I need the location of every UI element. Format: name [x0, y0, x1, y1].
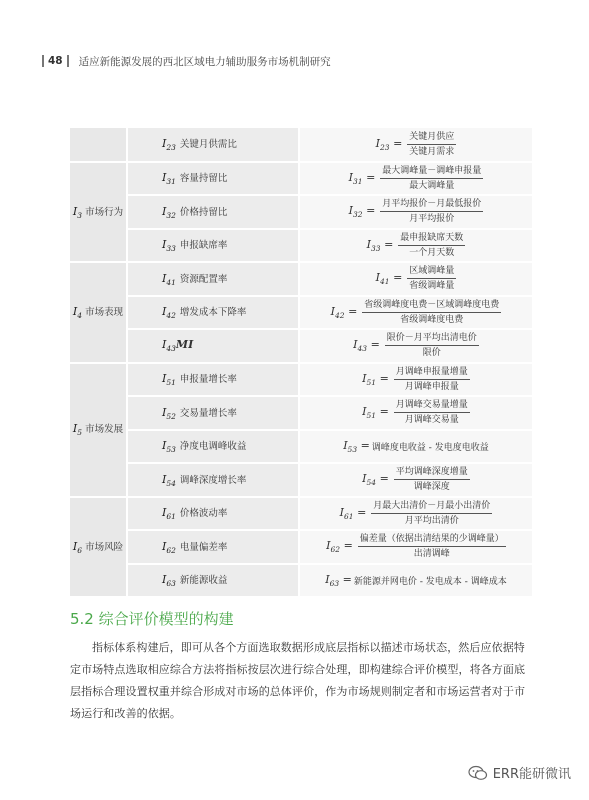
formula: [300, 165, 532, 192]
symbol-subscript: 61: [344, 511, 354, 521]
symbol-letter: I: [162, 338, 167, 352]
running-title: 适应新能源发展的西北区域电力辅助服务市场机制研究: [78, 55, 331, 68]
formula: [300, 366, 532, 393]
formula-cell: [299, 463, 532, 497]
symbol-letter: I: [72, 204, 78, 218]
table-row: [70, 262, 532, 296]
table-row: [70, 530, 532, 564]
indicator-cell: [127, 296, 299, 330]
formula: [300, 232, 532, 259]
category-label: 市场行为: [85, 206, 124, 218]
indicator-symbol: [162, 338, 176, 354]
formula-lhs: $I_{33}$ =: [366, 237, 394, 253]
fraction-denominator: 出清调峰: [413, 549, 450, 560]
formula-cell: [299, 363, 532, 397]
fraction-numerator: 关键月供应: [407, 131, 456, 145]
fraction-denominator: 最大调峰量: [409, 180, 455, 191]
indicator-cell: [127, 396, 299, 430]
symbol-subscript: 62: [330, 545, 341, 555]
fraction-denominator: 省级调峰量: [409, 281, 455, 292]
table-row: [70, 195, 532, 229]
symbol-letter: I: [162, 271, 167, 285]
symbol-letter: I: [339, 505, 345, 519]
indicator-label: 净度电调峰收益: [179, 441, 247, 453]
symbol-letter: I: [362, 472, 367, 486]
symbol-subscript: 52: [166, 411, 176, 421]
formula: [300, 533, 532, 560]
category-label: 市场发展: [85, 424, 124, 436]
indicator-symbol: [162, 573, 176, 589]
fraction: [371, 500, 492, 527]
symbol-letter: I: [162, 137, 167, 151]
indicator-label: 申报缺席率: [179, 240, 228, 252]
table-row: [70, 463, 532, 497]
symbol-subscript: 31: [166, 177, 176, 187]
formula-cell: [299, 195, 532, 229]
indicator-symbol: [162, 540, 176, 553]
formula: [300, 299, 532, 326]
symbol-letter: I: [348, 170, 354, 184]
fraction: [362, 299, 501, 326]
formula-cell: [299, 430, 532, 464]
symbol-subscript: 42: [335, 310, 345, 320]
indicator-cell: [127, 463, 299, 497]
table-row: [70, 128, 532, 162]
table-row: [70, 229, 532, 263]
table-row: [70, 430, 532, 464]
indicator-label: 价格波动率: [179, 508, 228, 520]
table-row: [70, 296, 532, 330]
indicator-label: MI: [175, 338, 194, 352]
formula: [300, 439, 532, 454]
fraction: [407, 131, 456, 158]
symbol-letter: I: [353, 338, 358, 352]
formula-lhs: $I_{62}$ =: [326, 539, 353, 555]
indicator-symbol: [162, 171, 176, 187]
indicator-symbol: [162, 272, 176, 285]
fraction-numerator: 平均调峰深度增量: [394, 466, 470, 480]
fraction-numerator: 月调峰申报量增量: [394, 366, 470, 380]
indicator-label: 交易量增长率: [179, 407, 237, 419]
symbol-subscript: 33: [371, 243, 381, 253]
formula-expression: 调峰度电收益 - 发电度电收益: [371, 442, 489, 453]
fraction: [358, 533, 506, 560]
fraction-numerator: 最大调峰量－调峰申报量: [380, 165, 483, 179]
symbol-subscript: 62: [166, 545, 176, 555]
indicator-label: 申报量增长率: [179, 374, 237, 386]
indicator-cell: [127, 329, 299, 363]
symbol-subscript: 51: [366, 377, 377, 387]
symbol-letter: I: [362, 371, 367, 385]
symbol-letter: I: [375, 271, 381, 285]
formula-cell: [299, 162, 532, 196]
formula: [300, 265, 532, 292]
formula: [300, 466, 532, 493]
symbol-subscript: 41: [166, 277, 176, 287]
indicator-symbol: [162, 406, 176, 419]
symbol-subscript: 33: [166, 244, 176, 254]
symbol-letter: I: [362, 405, 367, 419]
symbol-subscript: 32: [166, 210, 176, 220]
symbol-subscript: 4: [77, 311, 83, 321]
symbol-letter: I: [366, 237, 372, 251]
table-row: [70, 329, 532, 363]
category-cell: [70, 497, 127, 598]
symbol-letter: I: [162, 506, 167, 520]
symbol-letter: I: [343, 438, 348, 452]
page-header: [38, 52, 569, 70]
fraction-denominator: 月调峰交易量: [404, 415, 459, 426]
fraction-numerator: 最申报缺席天数: [398, 232, 465, 246]
category-cell: [70, 162, 127, 263]
formula-cell: [299, 329, 532, 363]
symbol-letter: I: [162, 204, 167, 218]
symbol-subscript: 42: [166, 311, 176, 321]
category-cell-empty: [70, 128, 127, 162]
formula-lhs: $I_{53}$ =: [343, 438, 370, 454]
section-heading: 5.2 综合评价模型的构建: [70, 610, 234, 628]
indicator-cell: [127, 262, 299, 296]
symbol-subscript: 51: [166, 378, 176, 388]
indicator-label: 电量偏差率: [179, 541, 228, 553]
formula: [300, 573, 532, 588]
table-row: [70, 162, 532, 196]
indicator-label: 资源配置率: [179, 273, 228, 285]
indicator-cell: [127, 564, 299, 598]
category-label: 市场表现: [85, 307, 124, 319]
indicator-cell: [127, 162, 299, 196]
formula-lhs: $I_{51}$ =: [362, 371, 389, 387]
category-symbol: [72, 422, 83, 438]
fraction: [380, 165, 483, 192]
category-label: 市场风险: [85, 541, 124, 553]
indicator-symbol: [162, 473, 176, 486]
indicator-cell: [127, 530, 299, 564]
symbol-letter: I: [162, 171, 167, 185]
symbol-letter: I: [330, 304, 336, 318]
formula: [300, 500, 532, 527]
fraction-denominator: 月平均出清价: [404, 515, 459, 526]
formula-lhs: $I_{51}$ =: [362, 405, 389, 421]
fraction-numerator: 偏差量（依据出清结果的少调峰量）: [358, 533, 506, 547]
indicator-symbol: [162, 372, 176, 388]
symbol-letter: I: [72, 422, 78, 436]
formula-cell: [299, 396, 532, 430]
table-row: [70, 497, 532, 531]
formula-cell: [299, 262, 532, 296]
formula-cell: [299, 296, 532, 330]
fraction-denominator: 关键月需求: [409, 146, 455, 157]
watermark-text: ERR能研微讯: [492, 767, 571, 782]
symbol-letter: I: [162, 372, 167, 386]
formula-lhs: $I_{42}$ =: [330, 304, 358, 320]
indicator-symbol: [162, 137, 176, 153]
fraction-denominator: 省级调峰度电费: [400, 314, 464, 325]
indicator-table: [70, 128, 532, 598]
symbol-subscript: 63: [166, 579, 176, 589]
symbol-subscript: 43: [357, 344, 368, 354]
body-paragraph: 指标体系构建后，即可从各个方面选取数据形成底层指标以描述市场状态，然后应依据特定市场特点选取相应综合方法将指标按层次进行综合处理，即构建综合评价模型，将各方面底层指标合理设置权重并综合形成对市场的总体评价，作为市场规则制定者和市场运营者对于市场运行和改善的依据。: [70, 641, 526, 720]
symbol-letter: I: [162, 439, 167, 453]
table-row: [70, 396, 532, 430]
indicator-label: 价格持留比: [179, 206, 228, 218]
formula-cell: [299, 229, 532, 263]
fraction-denominator: 调峰深度: [413, 482, 450, 493]
symbol-letter: I: [162, 539, 167, 553]
fraction-numerator: 月调峰交易量增量: [394, 399, 470, 413]
symbol-subscript: 32: [353, 210, 363, 220]
indicator-cell: [127, 229, 299, 263]
symbol-letter: I: [326, 539, 331, 553]
formula-cell: [299, 530, 532, 564]
category-symbol: [73, 540, 82, 553]
symbol-subscript: 43: [166, 344, 176, 354]
fraction-numerator: 月平均报价－月最低报价: [380, 198, 483, 212]
indicator-label: 调峰深度增长率: [179, 474, 247, 486]
symbol-subscript: 61: [166, 512, 176, 522]
symbol-subscript: 41: [380, 277, 390, 287]
category-symbol: [72, 305, 83, 321]
fraction-denominator: 限价: [422, 348, 441, 359]
symbol-subscript: 6: [77, 545, 83, 555]
indicator-label: 容量持留比: [179, 173, 228, 185]
fraction: [394, 366, 470, 393]
table-row: [70, 564, 532, 598]
fraction-numerator: 月最大出清价－月最小出清价: [371, 500, 492, 514]
symbol-subscript: 54: [366, 478, 377, 488]
symbol-subscript: 23: [166, 143, 176, 153]
symbol-letter: I: [72, 539, 78, 553]
symbol-subscript: 54: [166, 478, 176, 488]
table-row: [70, 363, 532, 397]
indicator-label: 新能源收益: [179, 575, 228, 587]
symbol-letter: I: [162, 472, 167, 486]
indicator-label: 增发成本下降率: [179, 307, 247, 319]
fraction: [385, 332, 479, 359]
indicator-symbol: [162, 506, 176, 522]
symbol-letter: I: [162, 238, 167, 252]
fraction-denominator: 月平均报价: [409, 214, 455, 225]
formula-cell: [299, 564, 532, 598]
symbol-letter: I: [348, 204, 354, 218]
fraction-numerator: 限价－月平均出清电价: [385, 332, 479, 346]
category-cell: [70, 262, 127, 363]
symbol-subscript: 3: [77, 210, 83, 220]
formula-lhs: $I_{63}$ =: [325, 572, 352, 588]
symbol-subscript: 23: [380, 142, 390, 152]
category-cell: [70, 363, 127, 497]
formula-lhs: $I_{41}$ =: [375, 271, 403, 287]
formula-lhs: $I_{32}$ =: [348, 204, 376, 220]
fraction-numerator: 省级调峰度电费－区域调峰度电费: [362, 299, 501, 313]
formula-lhs: $I_{54}$ =: [362, 472, 389, 488]
symbol-letter: I: [375, 136, 381, 150]
formula-lhs: $I_{23}$ =: [375, 136, 403, 152]
formula-cell: [299, 128, 532, 162]
indicator-cell: [127, 195, 299, 229]
fraction: [398, 232, 465, 259]
formula: [300, 399, 532, 426]
formula-lhs: $I_{43}$ =: [353, 338, 380, 354]
indicator-symbol: [162, 238, 176, 254]
indicator-cell: [127, 128, 299, 162]
fraction: [394, 399, 470, 426]
symbol-letter: I: [162, 573, 167, 587]
indicator-cell: [127, 363, 299, 397]
fraction-numerator: 区域调峰量: [407, 265, 456, 279]
symbol-subscript: 53: [347, 444, 358, 454]
category-symbol: [73, 205, 82, 218]
formula: [300, 332, 532, 359]
formula: [300, 131, 532, 158]
page-number: 48: [48, 55, 63, 67]
formula-cell: [299, 497, 532, 531]
formula-lhs: $I_{31}$ =: [348, 170, 376, 186]
symbol-subscript: 63: [329, 578, 340, 588]
watermark: [468, 763, 571, 782]
symbol-letter: I: [162, 405, 167, 419]
indicator-label: 关键月供需比: [179, 139, 237, 151]
formula: [300, 198, 532, 225]
symbol-letter: I: [72, 305, 78, 319]
wechat-icon: [468, 765, 488, 781]
symbol-letter: I: [325, 572, 330, 586]
formula-lhs: $I_{61}$ =: [339, 505, 367, 521]
symbol-subscript: 53: [166, 445, 176, 455]
indicator-symbol: [162, 205, 176, 218]
symbol-letter: I: [162, 305, 167, 319]
indicator-cell: [127, 497, 299, 531]
header-divider: [42, 55, 44, 67]
fraction: [394, 466, 470, 493]
symbol-subscript: 51: [366, 411, 377, 421]
fraction-denominator: 月调峰申报量: [404, 381, 459, 392]
fraction: [407, 265, 456, 292]
formula-expression: 新能源并网电价 - 发电成本 - 调峰成本: [353, 576, 507, 587]
symbol-subscript: 31: [353, 176, 363, 186]
indicator-cell: [127, 430, 299, 464]
indicator-symbol: [162, 439, 176, 455]
header-divider: [67, 55, 69, 67]
fraction: [380, 198, 483, 225]
fraction-denominator: 一个月天数: [409, 247, 455, 258]
indicator-symbol: [162, 305, 176, 321]
symbol-subscript: 5: [77, 428, 83, 438]
